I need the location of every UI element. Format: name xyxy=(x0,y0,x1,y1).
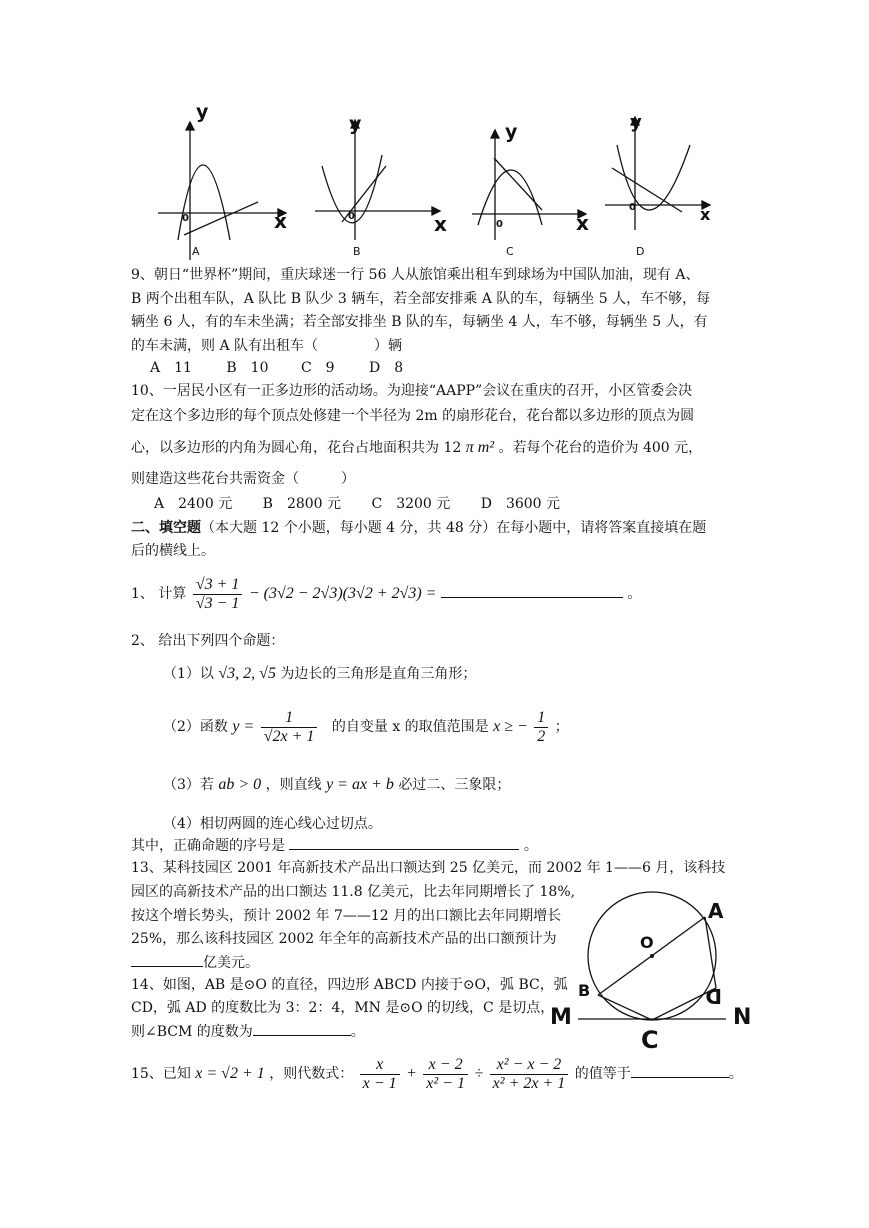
q10-line-2: 定在这个多边形的每个顶点处修建一个半径为 2m 的扇形花台，花台都以多边形的顶点为圆 xyxy=(131,408,695,424)
q13-line-5-text: 亿美元。 xyxy=(203,955,259,971)
fill-2-prop-3-condition: ab > 0 xyxy=(218,776,262,793)
graph-a-origin: 0 xyxy=(182,213,189,224)
point-b-label: B xyxy=(578,981,591,1000)
q14-line-2: CD，弧 AD 的度数比为 3：2：4，MN 是⊙O 的切线，C 是切点， xyxy=(131,1000,555,1016)
fill-2-prop-3-c: 必过二、三象限； xyxy=(398,777,511,793)
graph-d-y-label: y xyxy=(630,112,642,133)
section-2-title: 二、填空题 xyxy=(131,520,201,536)
q15-c: 的值等于 xyxy=(574,1066,631,1082)
q9-option-c: C 9 xyxy=(300,360,335,376)
q10-options xyxy=(154,494,560,514)
q15-answer-blank[interactable] xyxy=(631,1063,729,1078)
fill-2-answer-blank[interactable] xyxy=(289,835,519,850)
q15-fraction-1 xyxy=(360,1056,400,1093)
point-c-label: C xyxy=(641,1026,659,1054)
fill-2-answer-label: 其中，正确命题的序号是 xyxy=(131,838,285,854)
graph-d xyxy=(605,117,710,230)
q9-line-2: B 两个出租车队，A 队比 B 队少 3 辆车，若全部安排乘 A 队的车，每辆坐 5 人，车不够，每 xyxy=(131,291,711,307)
graph-b xyxy=(315,120,440,240)
q15-fraction-2 xyxy=(423,1056,468,1093)
graph-d-x-label: x xyxy=(700,205,711,224)
graph-c-x-label: x xyxy=(576,211,589,235)
q10-line-3 xyxy=(131,438,702,458)
q10-line-3-a: 心，以多边形的内角为圆心角，花台占地面积共为 12 xyxy=(131,440,462,456)
q15-fraction-3 xyxy=(490,1056,569,1093)
q10-area-expression: π m² xyxy=(465,439,495,456)
q13-line-1: 13、某科技园区 2001 年高新技术产品出口额达到 25 亿美元，而 2002 年 1——6 月，该科技 xyxy=(131,860,726,876)
q10-option-c: C 3200 元 xyxy=(371,496,451,512)
graph-a-y-label: y xyxy=(196,101,209,123)
q15-fraction-2-denominator: x² − 1 xyxy=(426,1074,465,1092)
center-point xyxy=(650,954,654,958)
q9-option-a: A 11 xyxy=(150,360,192,376)
q10-line-4: 则建造这些花台共需资金（ ） xyxy=(131,471,355,487)
point-o-label: O xyxy=(640,933,654,952)
function-graphs-figure xyxy=(150,100,720,270)
q14-line-1: 14、如图，AB 是⊙O 的直径，四边形 ABCD 内接于⊙O，弧 BC，弧 xyxy=(131,977,568,993)
fill-1 xyxy=(131,570,641,618)
q15-fraction-1-denominator: x − 1 xyxy=(362,1074,397,1092)
fill-2-prop-1-b: 为边长的三角形是直角三角形； xyxy=(280,666,477,682)
fill-2-prop-1 xyxy=(163,664,476,684)
fill-1-prefix: 1、 计算 xyxy=(131,586,187,602)
q13-line-3: 按这个增长势头，预计 2002 年 7——12 月的出口额比去年同期增长 xyxy=(131,908,562,924)
graph-c xyxy=(472,130,586,240)
fill-2-prop-3-a: （3）若 xyxy=(163,777,214,793)
fill-2-prop-2-half xyxy=(534,709,548,746)
q15-fraction-3-denominator: x² + 2x + 1 xyxy=(492,1074,566,1092)
q9-line-1: 9、朝日“世界杯”期间，重庆球迷一行 56 人从旅馆乘出租车到球场为中国队加油，现有 A、 xyxy=(131,267,700,283)
graph-a-x-label: x xyxy=(274,209,287,233)
fill-2-answer xyxy=(131,835,538,856)
fill-2-prop-2-b: 的自变量 x 的取值范围是 xyxy=(331,719,489,735)
fill-1-answer-blank[interactable] xyxy=(441,583,623,598)
fill-2-prop-2-y: y = xyxy=(232,718,255,735)
q15-plus: + xyxy=(406,1065,417,1082)
fill-2-prop-2-half-numerator: 1 xyxy=(534,709,548,728)
fill-2-prop-1-math: √3, 2, √5 xyxy=(218,665,276,682)
point-a-label: A xyxy=(708,899,724,923)
q10-option-a: A 2400 元 xyxy=(154,496,233,512)
fill-1-denominator: √3 − 1 xyxy=(195,594,240,612)
section-2-description-2: 后的横线上。 xyxy=(131,543,215,559)
graph-a xyxy=(158,122,286,260)
section-2-description: （本大题 12 个小题，每小题 4 分，共 48 分）在每小题中，请将答案直接填在题 xyxy=(201,520,707,536)
fill-2-prop-3 xyxy=(163,775,510,795)
q15-b: ，则代数式： xyxy=(269,1066,354,1082)
fill-2-prop-3-line: y = ax + b xyxy=(326,776,394,793)
q14-end: 。 xyxy=(350,1024,365,1040)
q13-line-2: 园区的高新技术产品的出口额达 11.8 亿美元，比去年同期增长了 18%, xyxy=(131,884,576,900)
fill-2-prop-4: （4）相切两圆的连心线心过切点。 xyxy=(163,816,382,832)
q9-option-d: D 8 xyxy=(369,360,404,376)
q15-x-value: x = √2 + 1 xyxy=(195,1065,265,1082)
q9-option-b: B 10 xyxy=(226,360,269,376)
q9-line-4: 的车未满，则 A 队有出租车（ ）辆 xyxy=(131,338,403,354)
graph-d-origin: 0 xyxy=(629,202,636,213)
graph-b-y-label: y xyxy=(349,113,362,135)
chord-da xyxy=(705,917,716,988)
fill-2-prop-2 xyxy=(163,705,569,749)
q15-fraction-3-numerator: x² − x − 2 xyxy=(490,1056,569,1075)
fill-1-expression: − (3√2 − 2√3)(3√2 + 2√3) = xyxy=(248,585,437,602)
fill-2-prop-1-a: （1）以 xyxy=(163,666,214,682)
q15-fraction-2-numerator: x − 2 xyxy=(423,1056,468,1075)
chord-bc xyxy=(598,995,652,1020)
graph-c-origin: 0 xyxy=(496,219,503,230)
graph-label-d: D xyxy=(636,245,645,258)
fill-2-prop-2-numerator: 1 xyxy=(261,709,318,728)
q14-answer-blank[interactable] xyxy=(253,1021,351,1036)
graph-label-a: A xyxy=(192,245,200,258)
fill-2-prop-2-d: ； xyxy=(554,719,569,735)
point-d-label: D xyxy=(705,984,722,1008)
q10-line-3-b: 。若每个花台的造价为 400 元， xyxy=(498,440,703,456)
q15 xyxy=(131,1050,743,1098)
q14-line-3 xyxy=(131,1021,365,1042)
graph-label-c: C xyxy=(506,245,514,258)
q15-fraction-1-numerator: x xyxy=(360,1056,400,1075)
fill-1-fraction xyxy=(193,576,243,613)
fill-1-end: 。 xyxy=(627,586,642,602)
q13-answer-blank[interactable] xyxy=(131,952,203,967)
fill-2-prop-2-inequality: x ≥ − xyxy=(493,718,528,735)
point-n-label: N xyxy=(733,1005,752,1030)
q15-end: 。 xyxy=(728,1066,743,1082)
graph-label-b: B xyxy=(353,245,361,258)
q10-line-1: 10、一居民小区有一正多边形的活动场。为迎接“AAPP”会议在重庆的召开，小区管委会决 xyxy=(131,383,693,399)
graph-b-origin: 0 xyxy=(348,211,355,222)
graph-b-x-label: x xyxy=(434,212,447,236)
fill-2-intro: 2、 给出下列四个命题： xyxy=(131,633,285,649)
fill-2-prop-2-denominator: √2x + 1 xyxy=(263,727,315,745)
fill-2-end: 。 xyxy=(523,838,538,854)
q10-option-d: D 3600 元 xyxy=(480,496,561,512)
fill-2-prop-3-b: ，则直线 xyxy=(265,777,322,793)
q10-option-b: B 2800 元 xyxy=(262,496,342,512)
q9-line-3: 辆坐 6 人，有的车未坐满；若全部安排坐 B 队的车，每辆坐 4 人，车不够，每辆坐 5 人，有 xyxy=(131,314,708,330)
circle-figure xyxy=(548,890,758,1055)
fill-1-numerator: √3 + 1 xyxy=(193,576,243,595)
fill-2-prop-2-fraction xyxy=(261,709,318,746)
section-2-heading xyxy=(131,518,706,538)
q14-line-3-text: 则∠BCM 的度数为 xyxy=(131,1024,253,1040)
fill-2-prop-2-half-denominator: 2 xyxy=(537,727,546,745)
q13-line-5 xyxy=(131,952,259,973)
point-m-label: M xyxy=(550,1005,572,1030)
q9-options xyxy=(150,358,403,378)
graph-c-y-label: y xyxy=(505,121,518,143)
q13-line-4: 25%，那么该科技园区 2002 年全年的高新技术产品的出口额预计为 xyxy=(131,931,557,947)
q15-divide: ÷ xyxy=(474,1065,484,1082)
fill-2-prop-2-a: （2）函数 xyxy=(163,719,228,735)
q15-a: 15、已知 xyxy=(131,1066,191,1082)
